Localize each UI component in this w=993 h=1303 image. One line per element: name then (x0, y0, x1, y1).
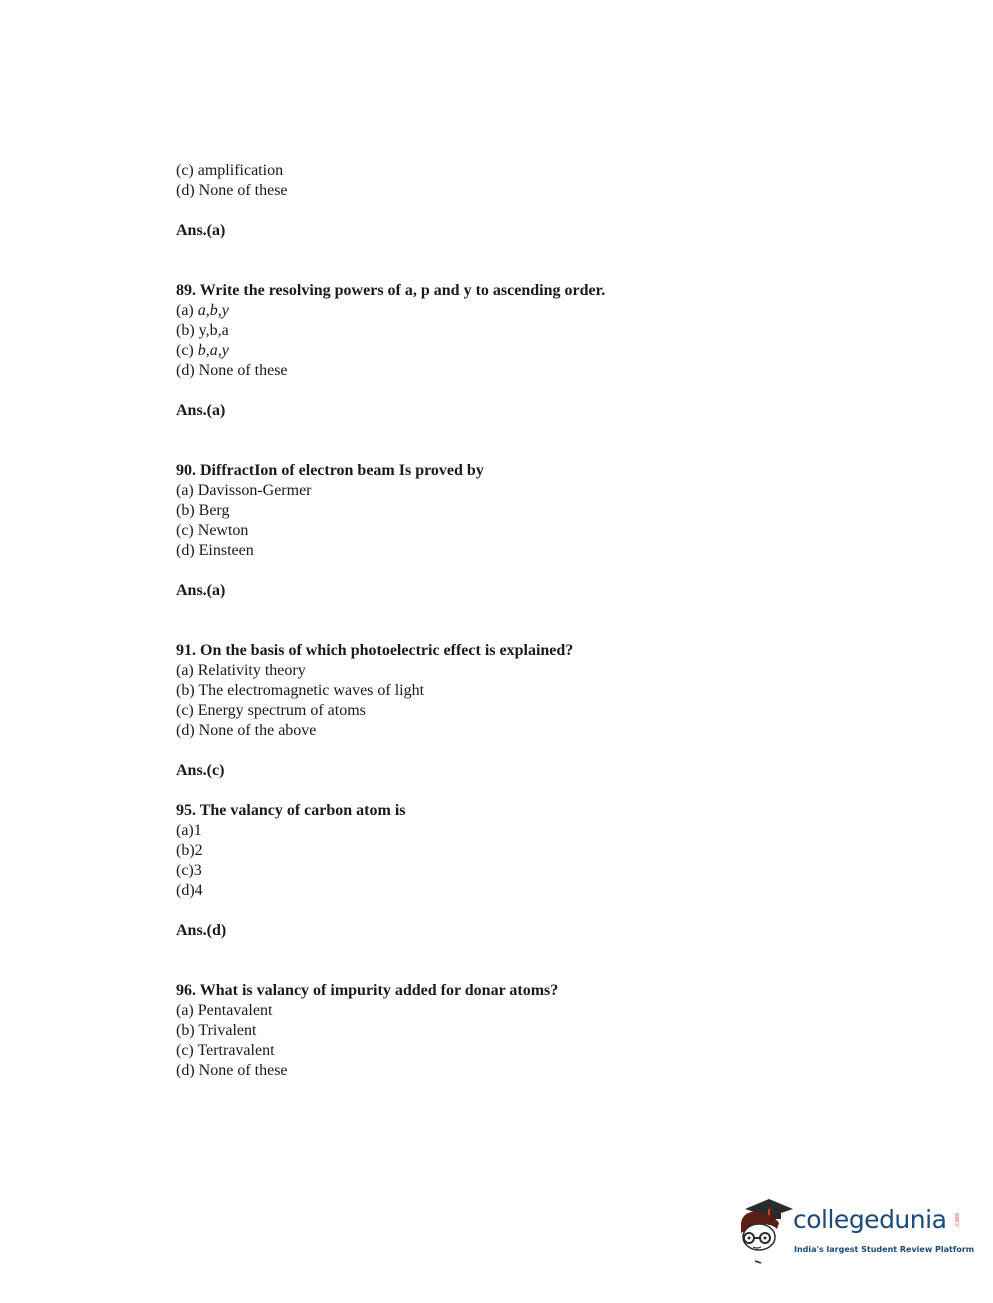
option-line: (d) None of these (176, 182, 288, 199)
question-96 (176, 981, 876, 1081)
option-line: (c)3 (176, 862, 202, 879)
option-line: (d) Einsteen (176, 542, 254, 559)
option-line: (a) a,b,y (176, 302, 229, 319)
option-line: (a) Pentavalent (176, 1002, 273, 1019)
option-line: (a)1 (176, 822, 202, 839)
option-line: (b) y,b,a (176, 322, 229, 339)
question-title: 89. Write the resolving powers of a, p and y to ascending order. (176, 282, 606, 299)
question-title: 91. On the basis of which photoelectric effect is explained? (176, 642, 574, 659)
option-line: (a) Relativity theory (176, 662, 306, 679)
mascot-icon (735, 1195, 795, 1267)
option-line: (d) None of these (176, 1062, 288, 1079)
option-line: (b)2 (176, 842, 203, 859)
logo-wordmark: collegedunia (793, 1205, 947, 1234)
question-content (176, 161, 876, 1081)
option-line: (d)4 (176, 882, 203, 899)
question-95 (176, 801, 876, 941)
previous-question-continuation (176, 161, 876, 241)
option-line: (a) Davisson-Germer (176, 482, 312, 499)
question-89 (176, 281, 876, 421)
answer-line: Ans.(a) (176, 222, 226, 239)
option-line: (d) None of the above (176, 722, 317, 739)
collegedunia-logo (735, 1195, 975, 1270)
answer-line: Ans.(c) (176, 762, 225, 779)
answer-line: Ans.(a) (176, 582, 226, 599)
question-title: 90. DiffractIon of electron beam Is proved by (176, 462, 484, 479)
option-line: (c) b,a,y (176, 342, 229, 359)
option-line: (c) amplification (176, 162, 284, 179)
option-line: (c) Energy spectrum of atoms (176, 702, 366, 719)
question-90 (176, 461, 876, 601)
answer-line: Ans.(d) (176, 922, 227, 939)
option-line: (b) Berg (176, 502, 230, 519)
option-line: (c) Tertravalent (176, 1042, 275, 1059)
logo-tagline: India's largest Student Review Platform (794, 1245, 975, 1254)
answer-line: Ans.(a) (176, 402, 226, 419)
option-line: (b) The electromagnetic waves of light (176, 682, 425, 699)
question-title: 96. What is valancy of impurity added for donar atoms? (176, 982, 559, 999)
question-title: 95. The valancy of carbon atom is (176, 802, 406, 819)
option-line: (d) None of these (176, 362, 288, 379)
option-line: (c) Newton (176, 522, 249, 539)
option-line: (b) Trivalent (176, 1022, 257, 1039)
question-91 (176, 641, 876, 781)
logo-domain: .com (954, 1213, 961, 1228)
